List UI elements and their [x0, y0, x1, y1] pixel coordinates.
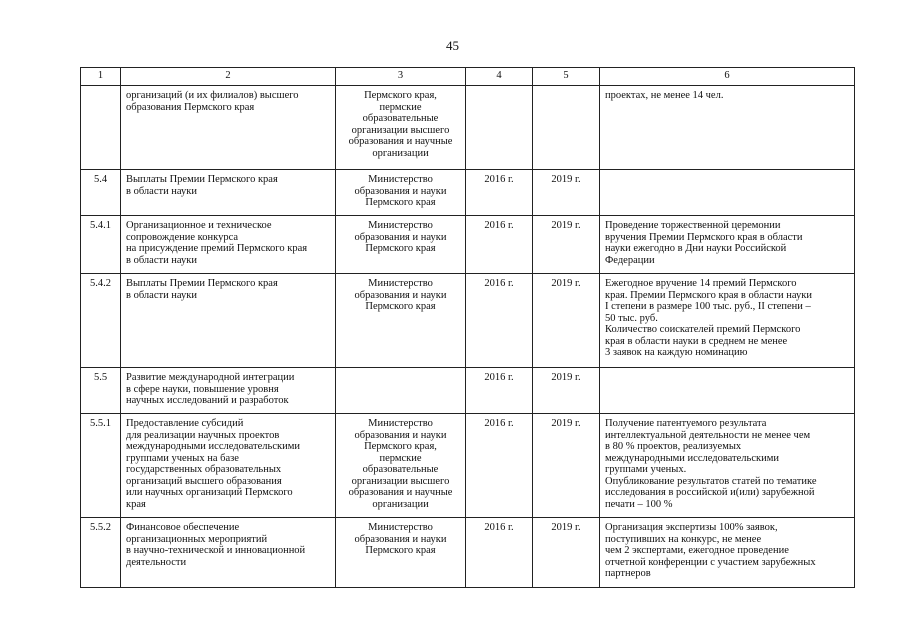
result-cell: проектах, не менее 14 чел.	[600, 86, 855, 170]
result-cell: Ежегодное вручение 14 премий Пермского края. Премии Пермского края в области науки I степени в размере 100 тыс. руб., II степени – 50 тыс. руб. Количество соискателей премий Пермского края в области науки в среднем не менее 3 заявок на каждую номинацию	[600, 274, 855, 368]
start-year-cell: 2016 г.	[466, 216, 533, 274]
start-year-cell	[466, 86, 533, 170]
table-row	[81, 368, 855, 414]
table-row	[81, 86, 855, 170]
end-year-cell	[533, 86, 600, 170]
result-cell: Проведение торжественной церемонии вручения Премии Пермского края в области науки ежегодно в Дни науки Российской Федерации	[600, 216, 855, 274]
row-number: 5.4	[81, 170, 121, 216]
column-header-1: 1	[81, 68, 121, 86]
executor-cell: Министерство образования и науки Пермского края	[336, 170, 466, 216]
row-number: 5.5.1	[81, 414, 121, 518]
column-header-5: 5	[533, 68, 600, 86]
activity-cell: организаций (и их филиалов) высшего образования Пермского края	[121, 86, 336, 170]
activity-cell: Организационное и техническое сопровождение конкурса на присуждение премий Пермского края в области науки	[121, 216, 336, 274]
activity-cell: Выплаты Премии Пермского края в области науки	[121, 274, 336, 368]
start-year-cell: 2016 г.	[466, 170, 533, 216]
table-row	[81, 170, 855, 216]
page-number: 45	[446, 38, 459, 53]
row-number: 5.5.2	[81, 518, 121, 588]
table-row	[81, 216, 855, 274]
column-header-3: 3	[336, 68, 466, 86]
executor-cell: Пермского края, пермские образовательные организации высшего образования и научные организации	[336, 86, 466, 170]
result-cell	[600, 368, 855, 414]
start-year-cell: 2016 г.	[466, 414, 533, 518]
end-year-cell: 2019 г.	[533, 274, 600, 368]
executor-cell: Министерство образования и науки Пермского края, пермские образовательные организации высшего образования и научные организации	[336, 414, 466, 518]
table-row	[81, 414, 855, 518]
table-row	[81, 518, 855, 588]
column-header-2: 2	[121, 68, 336, 86]
activity-cell: Выплаты Премии Пермского края в области науки	[121, 170, 336, 216]
result-cell: Организация экспертизы 100% заявок, поступивших на конкурс, не менее чем 2 экспертами, ежегодное проведение отчетной конференции с участием зарубежных партнеров	[600, 518, 855, 588]
activity-cell: Финансовое обеспечение организационных мероприятий в научно-технической и инновационной деятельности	[121, 518, 336, 588]
column-header-6: 6	[600, 68, 855, 86]
row-number: 5.5	[81, 368, 121, 414]
executor-cell: Министерство образования и науки Пермского края	[336, 518, 466, 588]
result-cell	[600, 170, 855, 216]
start-year-cell: 2016 г.	[466, 274, 533, 368]
column-header-4: 4	[466, 68, 533, 86]
activity-cell: Предоставление субсидий для реализации научных проектов международными исследовательскими группами ученых на базе государственных образовательных организаций высшего образования или научных организаций Пермского края	[121, 414, 336, 518]
plan-table	[80, 67, 855, 588]
start-year-cell: 2016 г.	[466, 518, 533, 588]
row-number	[81, 86, 121, 170]
end-year-cell: 2019 г.	[533, 368, 600, 414]
result-cell: Получение патентуемого результата интеллектуальной деятельности не менее чем в 80 % проектов, реализуемых международными исследовательскими группами ученых. Опубликование результатов статей по тематике исследования в российской и(или) зарубежной печати – 100 %	[600, 414, 855, 518]
table-row	[81, 274, 855, 368]
table-header-row	[81, 68, 855, 86]
row-number: 5.4.2	[81, 274, 121, 368]
end-year-cell: 2019 г.	[533, 414, 600, 518]
executor-cell: Министерство образования и науки Пермского края	[336, 274, 466, 368]
executor-cell: Министерство образования и науки Пермского края	[336, 216, 466, 274]
end-year-cell: 2019 г.	[533, 216, 600, 274]
start-year-cell: 2016 г.	[466, 368, 533, 414]
end-year-cell: 2019 г.	[533, 170, 600, 216]
end-year-cell: 2019 г.	[533, 518, 600, 588]
row-number: 5.4.1	[81, 216, 121, 274]
activity-cell: Развитие международной интеграции в сфере науки, повышение уровня научных исследований и разработок	[121, 368, 336, 414]
executor-cell	[336, 368, 466, 414]
